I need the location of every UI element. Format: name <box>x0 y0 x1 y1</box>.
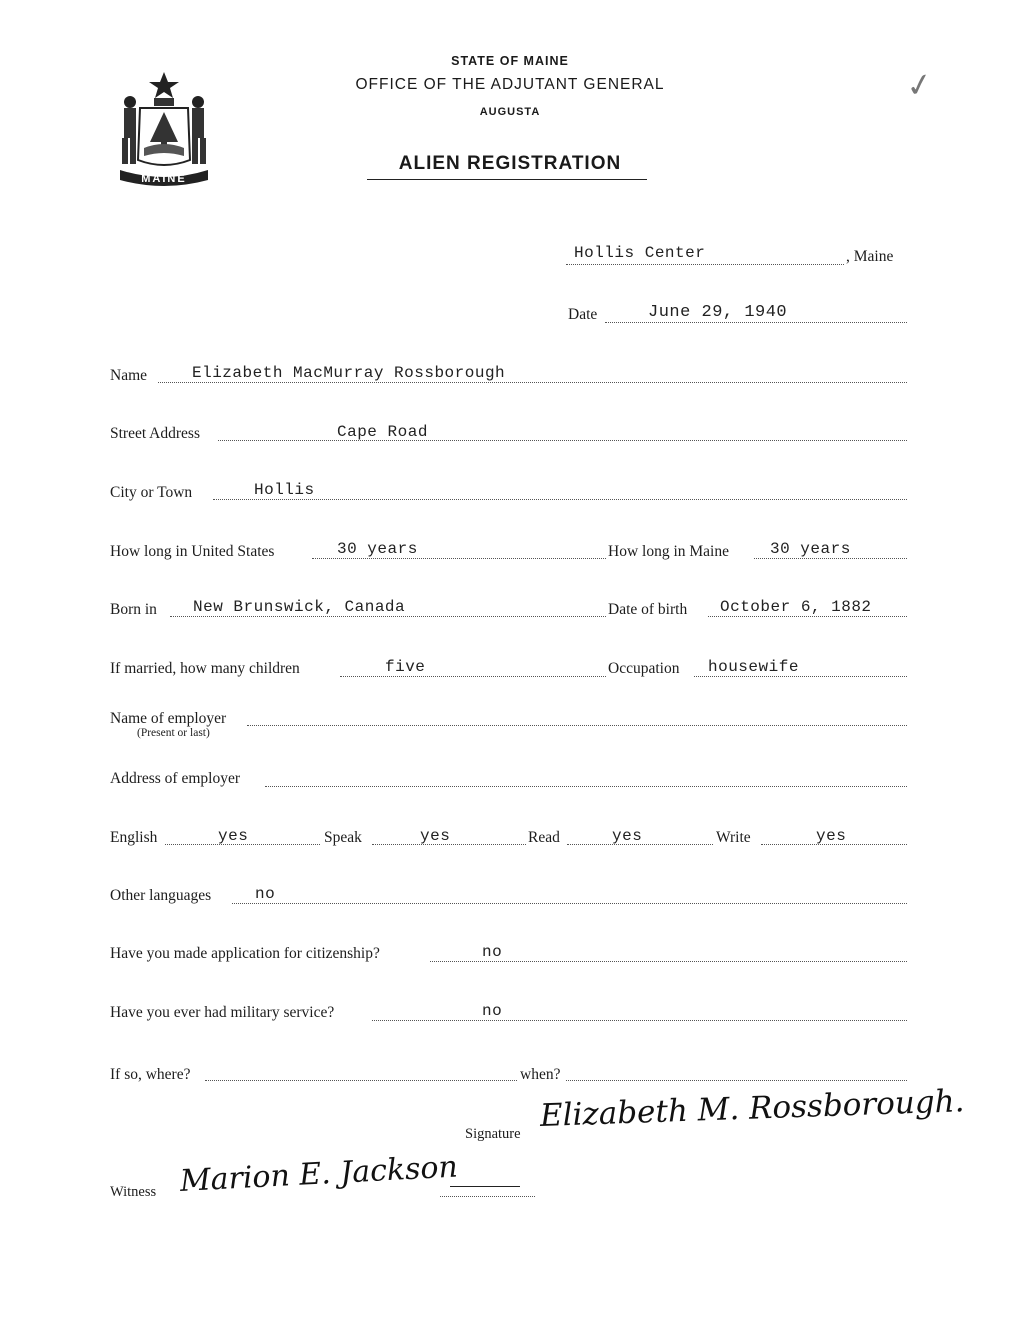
employer-label: Name of employer <box>110 710 227 727</box>
born-in-label: Born in <box>110 601 157 618</box>
name-label: Name <box>110 367 148 384</box>
children-label: If married, how many children <box>110 660 300 677</box>
occupation-value: housewife <box>708 658 799 676</box>
maine-seal-icon <box>110 68 218 190</box>
write-label: Write <box>716 829 751 846</box>
seal-banner-text: MAINE <box>141 173 187 185</box>
maine-years-label: How long in Maine <box>608 543 729 560</box>
street-address-value: Cape Road <box>337 423 428 441</box>
signature: Elizabeth M. Rossborough. <box>539 1083 966 1134</box>
dob-label: Date of birth <box>608 601 688 618</box>
english-label: English <box>110 829 158 846</box>
office-heading: OFFICE OF THE ADJUTANT GENERAL <box>355 76 665 93</box>
speak-label: Speak <box>324 829 362 846</box>
check-mark: ✓ <box>903 64 936 106</box>
us-years-value: 30 years <box>337 540 418 558</box>
city-label: City or Town <box>110 484 193 501</box>
citizenship-label: Have you made application for citizenship? <box>110 945 380 962</box>
date-value: June 29, 1940 <box>648 303 788 322</box>
location-state-label: , Maine <box>846 248 894 265</box>
english-value: yes <box>218 827 249 845</box>
children-value: five <box>385 658 426 676</box>
employer-address-label: Address of employer <box>110 770 240 787</box>
title-underline <box>367 179 647 180</box>
dob-value: October 6, 1882 <box>720 598 872 616</box>
maine-years-value: 30 years <box>770 540 851 558</box>
date-label: Date <box>568 306 598 323</box>
street-address-label: Street Address <box>110 425 200 442</box>
name-value: Elizabeth MacMurray Rossborough <box>192 364 506 382</box>
citizenship-value: no <box>482 943 503 961</box>
born-in-value: New Brunswick, Canada <box>193 598 406 616</box>
where-label: If so, where? <box>110 1066 191 1083</box>
speak-value: yes <box>420 827 451 845</box>
other-languages-value: no <box>255 885 276 903</box>
signature-label: Signature <box>465 1126 521 1142</box>
read-label: Read <box>528 829 560 846</box>
state-heading: STATE OF MAINE <box>451 54 569 68</box>
us-years-label: How long in United States <box>110 543 275 560</box>
other-languages-label: Other languages <box>110 887 212 904</box>
military-label: Have you ever had military service? <box>110 1004 335 1021</box>
location-value: Hollis Center <box>574 244 706 262</box>
city-heading: AUGUSTA <box>479 106 541 118</box>
page-title: ALIEN REGISTRATION <box>398 153 622 174</box>
read-value: yes <box>612 827 643 845</box>
when-label: when? <box>520 1066 561 1083</box>
city-value: Hollis <box>254 481 315 499</box>
occupation-label: Occupation <box>608 660 680 677</box>
employer-sublabel: (Present or last) <box>137 727 210 739</box>
write-value: yes <box>816 827 847 845</box>
military-value: no <box>482 1002 503 1020</box>
witness-underline <box>450 1186 520 1187</box>
witness-signature: Marion E. Jackson <box>179 1149 459 1199</box>
witness-label: Witness <box>110 1184 157 1200</box>
